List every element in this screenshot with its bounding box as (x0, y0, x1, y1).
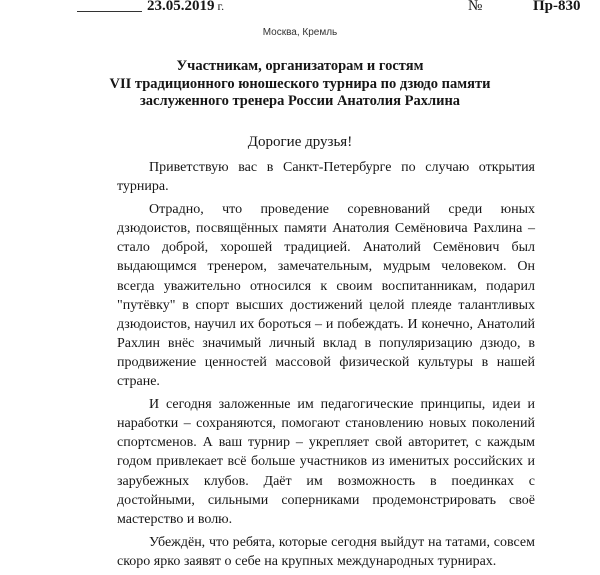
document-date-value: 23.05.2019 (147, 0, 215, 14)
heading-line-2: VII традиционного юношеского турнира по дзюдо памяти (109, 75, 491, 92)
date-suffix: г. (217, 0, 225, 13)
document-date (147, 0, 224, 15)
heading-line-3: заслуженного тренера России Анатолия Рахлина (139, 93, 461, 109)
letter-body (117, 158, 535, 575)
paragraph-2: Отрадно, что проведение соревнований среди юных дзюдоистов, посвящённых памяти Анатолия Семёновича Рахлина – стало доброй, хорошей традицией. Анатолий Семёнович был выдающимся тренером, замечательным, мудрым человеком. Он всегда уважительно относился к своим воспитанникам, подарил "путёвку" в спорт высших достижений целой плеяде талантливых дзюдоистов, научил их бороться – и побеждать. И конечно, Анатолий Рахлин внёс значимый личный вклад в популяризацию дзюдо, в продвижение ценностей массовой физической культуры в нашей стране. (117, 202, 535, 390)
greeting: Дорогие друзья! (247, 134, 353, 150)
paragraph-4: Убеждён, что ребята, которые сегодня выйдут на татами, совсем скоро ярко заявят о себе на крупных международных турнирах. (117, 534, 535, 569)
paragraph-1: Приветствую вас в Санкт-Петербурге по случаю открытия турнира. (117, 160, 535, 195)
paragraph-3: И сегодня заложенные им педагогические принципы, идеи и наработки – сохраняются, помогают становлению новых поколений спортсменов. А ваш турнир – укрепляет свой авторитет, с каждым годом привлекает всё больше участников из именитых российских и зарубежных клубов. Даёт им возможность в поединках с достойными, сильными соперниками продемонстрировать своё мастерство и волю. (117, 397, 535, 527)
place-of-issue: Москва, Кремль (262, 27, 338, 38)
letter-heading (60, 58, 540, 111)
document-number: Пр-830 (533, 0, 581, 14)
signature-line (77, 11, 142, 12)
heading-line-1: Участникам, организаторам и гостям (176, 58, 424, 74)
number-sign: № (468, 0, 483, 14)
